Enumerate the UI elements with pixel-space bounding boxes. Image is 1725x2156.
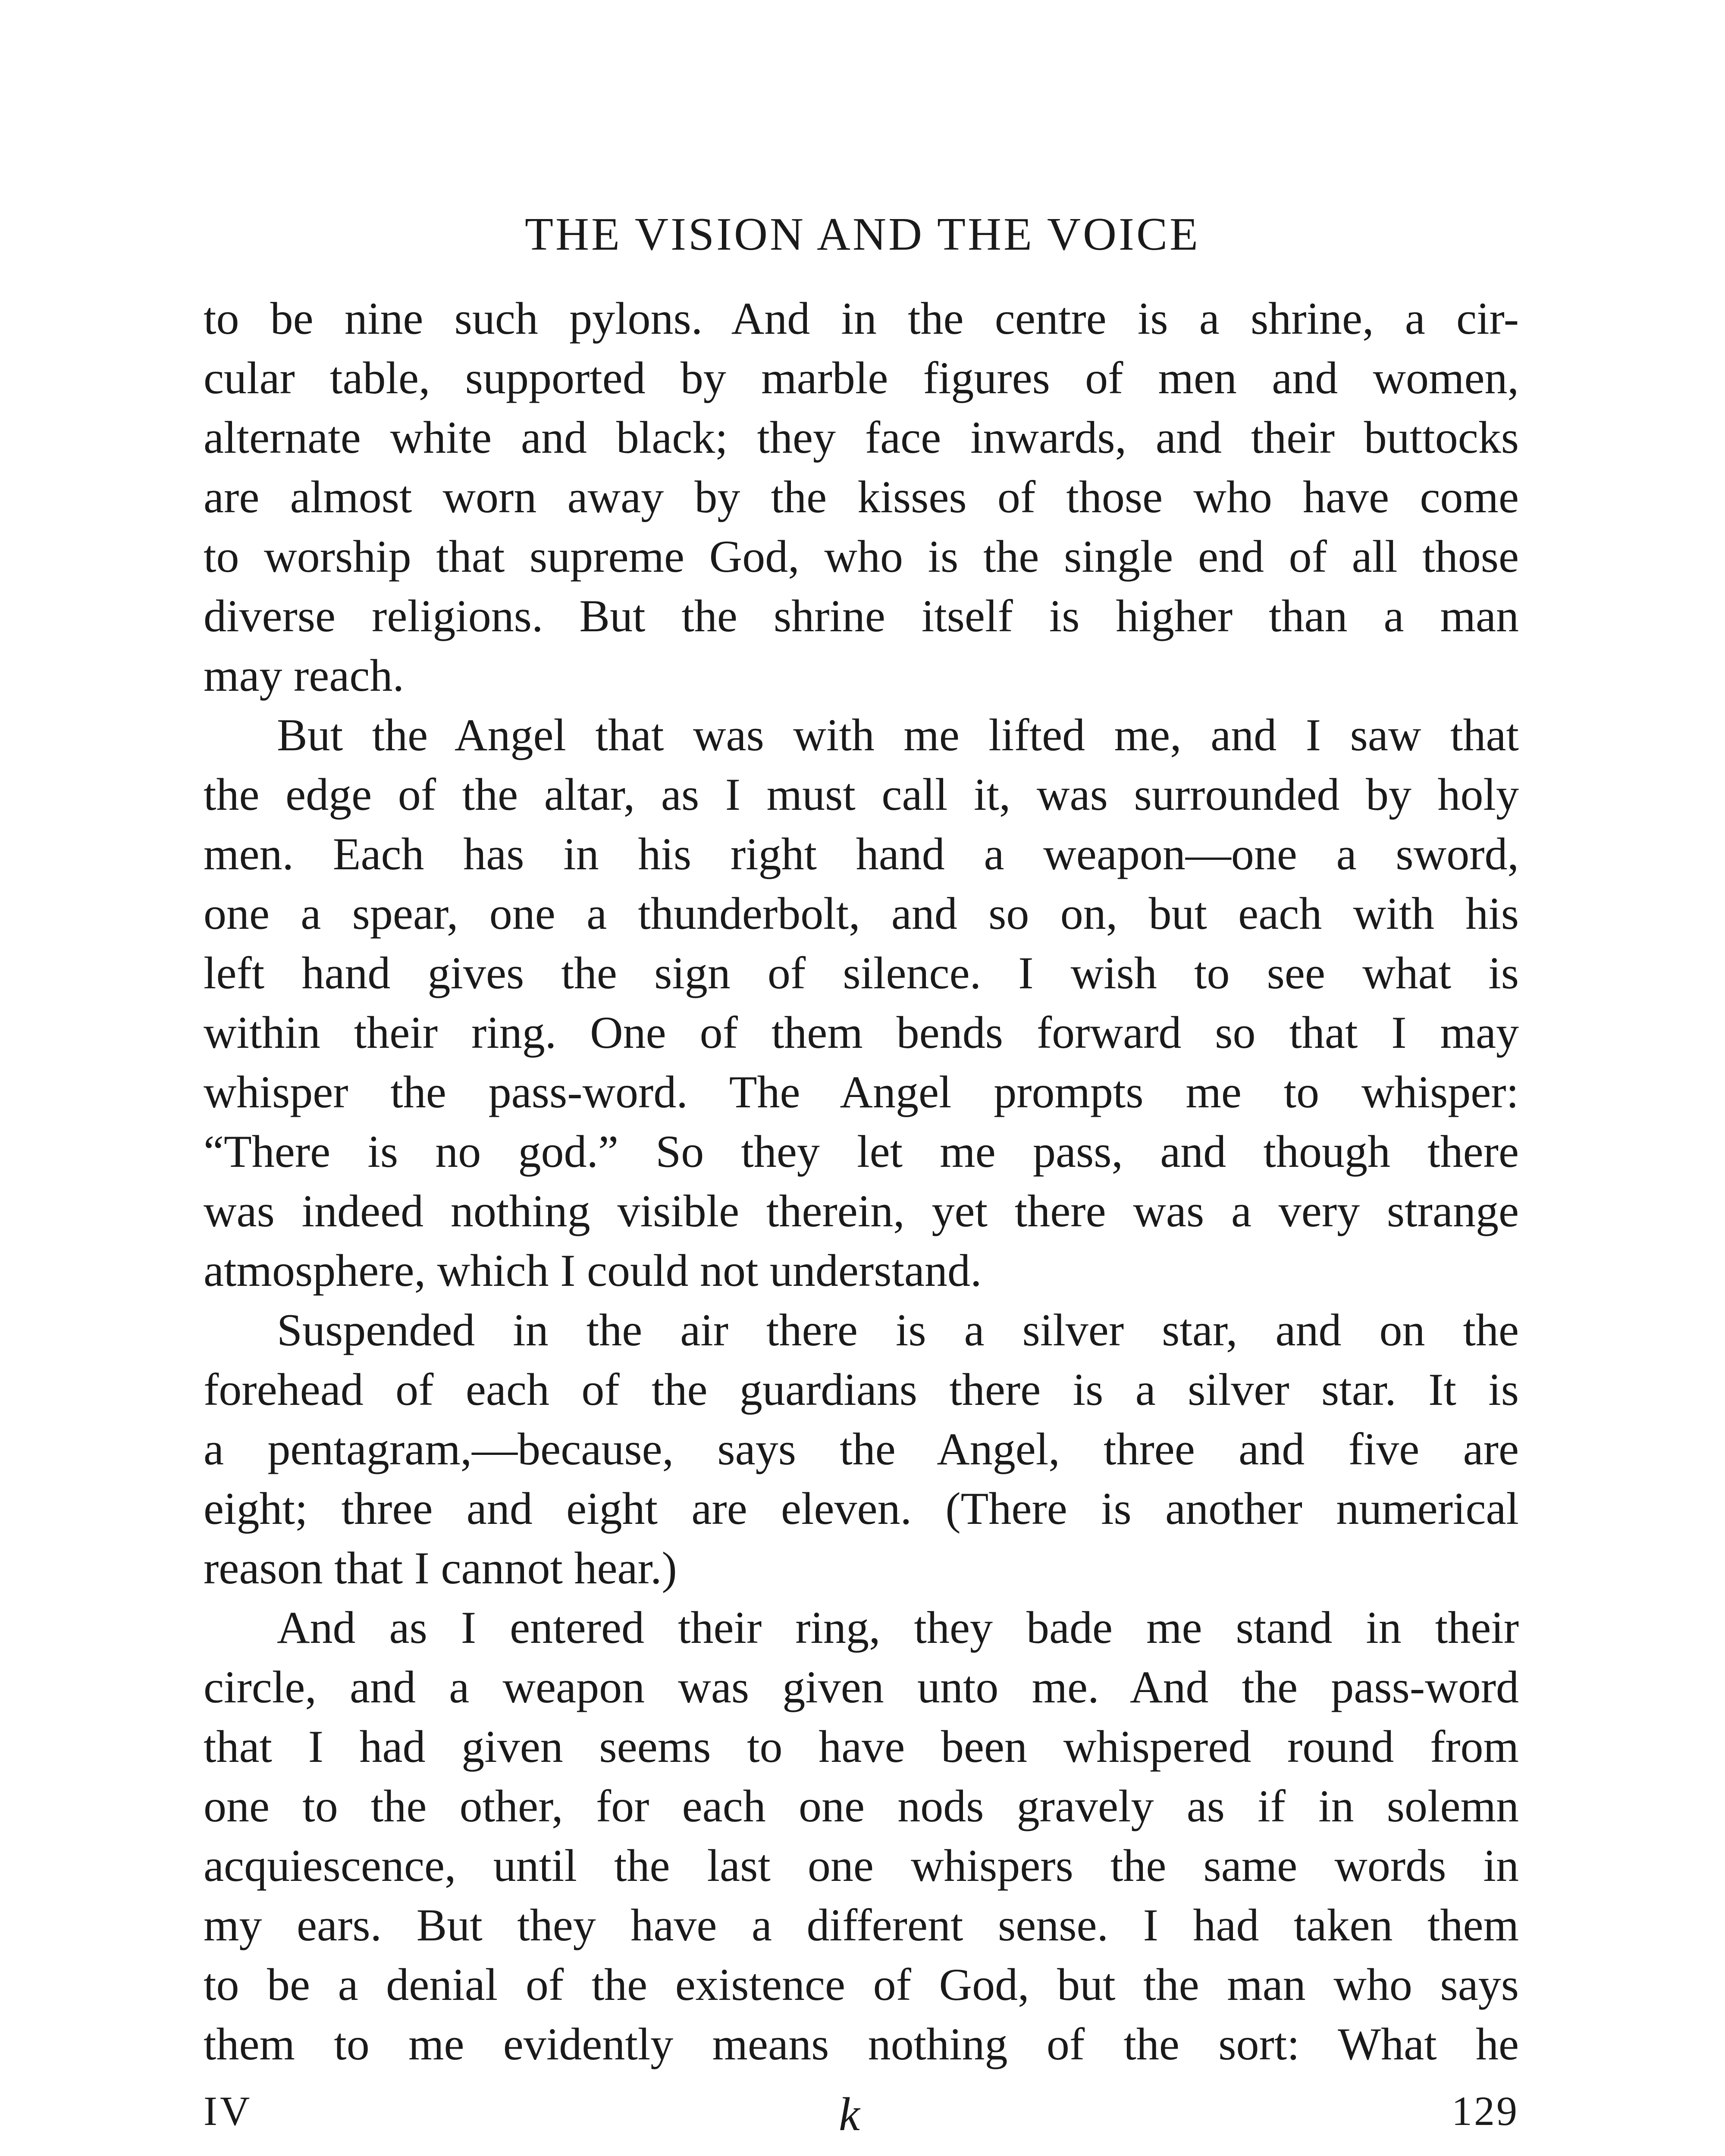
text-line: to be a denial of the existence of God, but the man who says [204,1959,1519,2010]
text-line: one to the other, for each one nods gravely as if in solemn [204,1781,1519,1831]
text-line: was indeed nothing visible therein, yet there was a very strange [204,1186,1519,1236]
running-head: THE VISION AND THE VOICE [525,209,1200,260]
text-line: forehead of each of the guardians there is a silver star. It is [204,1364,1519,1415]
text-line: atmosphere, which I could not understand. [204,1245,982,1296]
text-line: eight; three and eight are eleven. (There is another numerical [204,1483,1519,1534]
text-line: one a spear, one a thunderbolt, and so on, but each with his [204,888,1519,939]
paragraph-1 [204,289,1519,705]
text-line: that I had given seems to have been whispered round from [204,1721,1519,1772]
text-line: diverse religions. But the shrine itself is higher than a man [204,591,1519,641]
text-line: are almost worn away by the kisses of those who have come [204,472,1519,522]
text-line: them to me evidently means nothing of the sort: What he [204,2019,1519,2069]
text-line: reason that I cannot hear.) [204,1543,677,1593]
text-line: within their ring. One of them bends forward so that I may [204,1007,1519,1058]
page-number: 129 [1452,2088,1519,2134]
text-line: a pentagram,—because, says the Angel, three and five are [204,1424,1519,1474]
text-line: the edge of the altar, as I must call it, was surrounded by holy [204,769,1519,820]
text-line: And as I entered their ring, they bade me stand in their [277,1602,1519,1653]
text-line: to worship that supreme God, who is the single end of all those [204,531,1519,582]
text-line: “There is no god.” So they let me pass, and though there [204,1126,1519,1177]
paragraph-2 [204,705,1519,1300]
text-line: my ears. But they have a different sense. I had taken them [204,1900,1519,1950]
text-line: alternate white and black; they face inwards, and their buttocks [204,412,1519,463]
text-line: to be nine such pylons. And in the centre is a shrine, a cir- [204,293,1519,344]
body-text [204,289,1519,2074]
text-line: Suspended in the air there is a silver star, and on the [277,1305,1519,1355]
text-line: may reach. [204,650,404,701]
signature-letter: k [839,2088,860,2140]
text-line: whisper the pass-word. The Angel prompts me to whisper: [204,1067,1519,1117]
text-line: circle, and a weapon was given unto me. And the pass-word [204,1662,1519,1712]
paragraph-3 [204,1300,1519,1598]
paragraph-4 [204,1598,1519,2074]
text-line: left hand gives the sign of silence. I wish to see what is [204,948,1519,998]
text-line: But the Angel that was with me lifted me, and I saw that [277,710,1519,760]
text-line: acquiescence, until the last one whispers the same words in [204,1840,1519,1891]
text-line: men. Each has in his right hand a weapon—one a sword, [204,829,1519,879]
text-line: cular table, supported by marble figures of men and women, [204,353,1519,403]
signature-mark: IV [204,2088,253,2134]
